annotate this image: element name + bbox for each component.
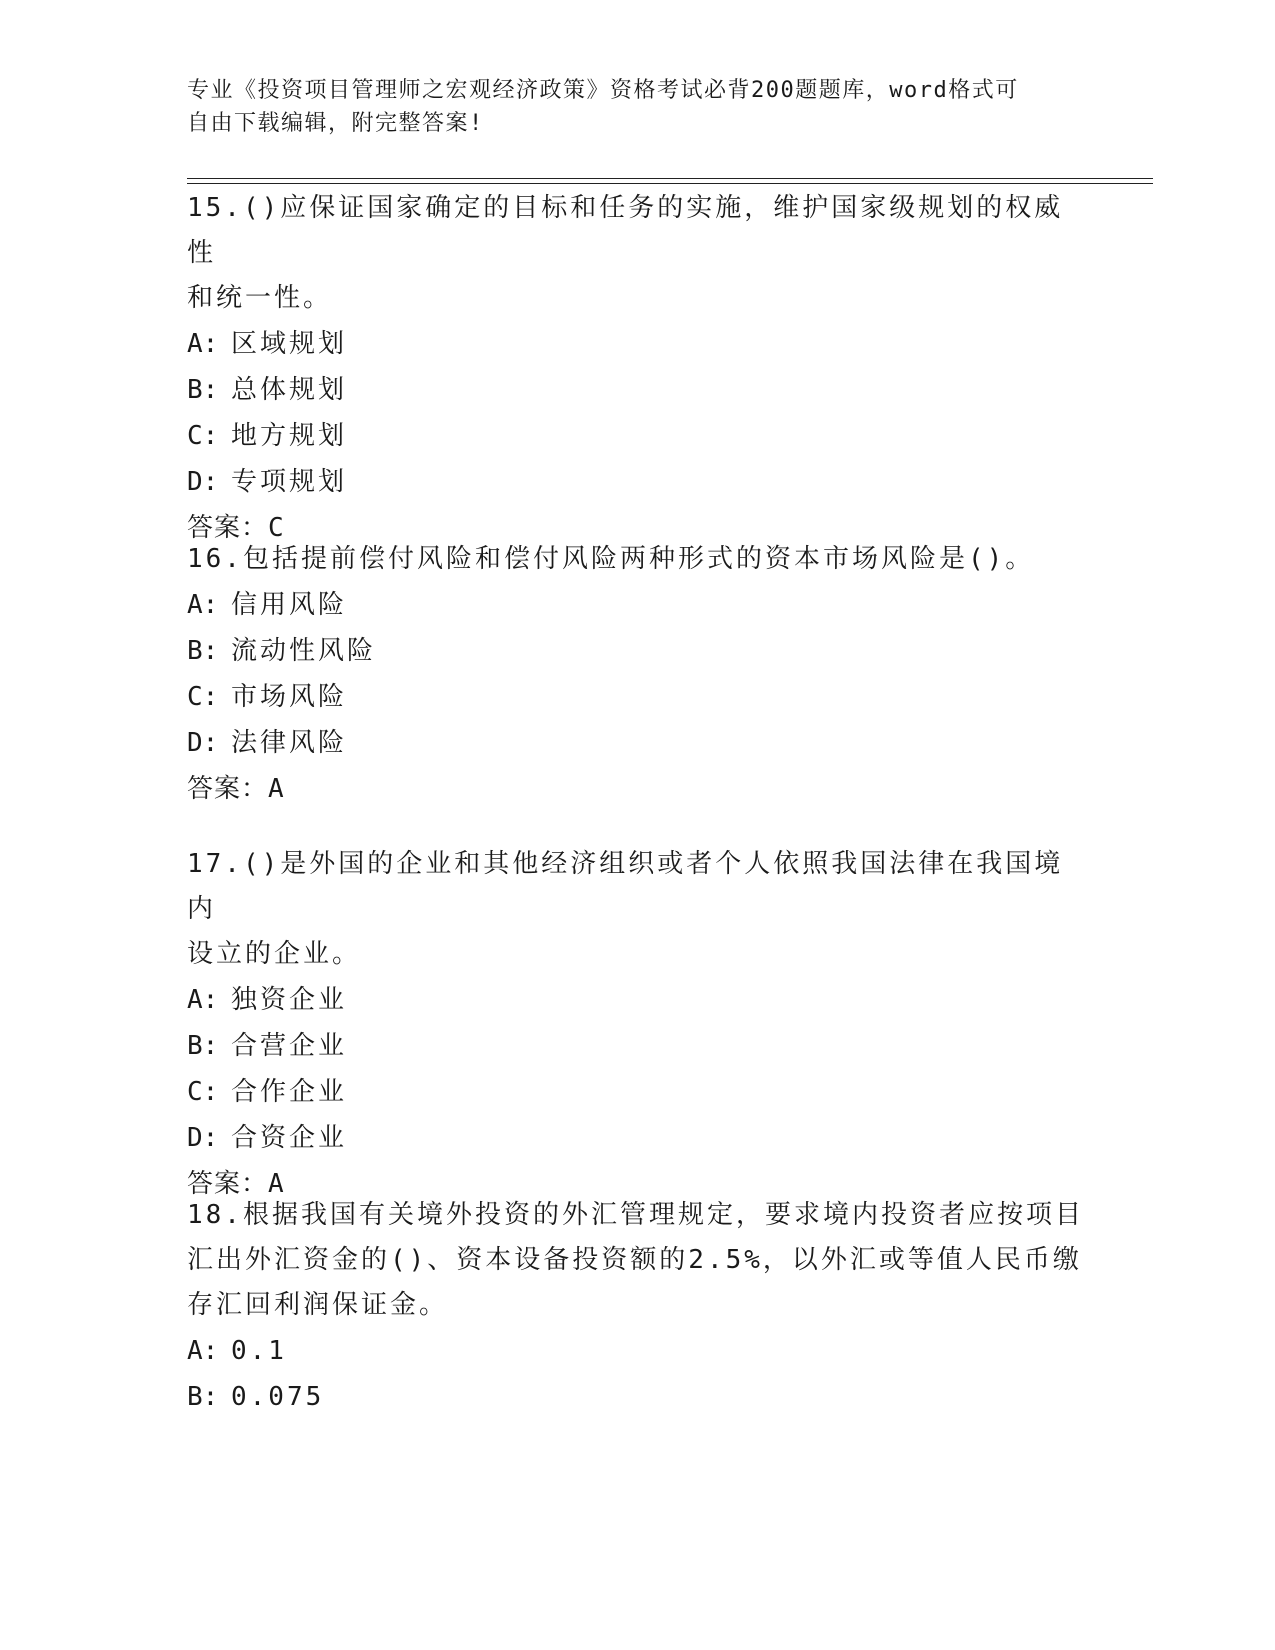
header-line-1: 专业《投资项目管理师之宏观经济政策》资格考试必背200题题库，word格式可	[187, 78, 1019, 103]
option-text: 流动性风险	[231, 636, 377, 666]
answer-label: 答案：	[187, 774, 269, 804]
option-c	[187, 674, 1087, 720]
question-stem-line: 存汇回利润保证金。	[187, 1290, 449, 1320]
option-letter: D:	[187, 728, 219, 758]
answer-value: C	[268, 513, 285, 543]
question-stem-line: 17.()是外国的企业和其他经济组织或者个人依照我国法律在我国境内	[187, 849, 1064, 924]
option-b	[187, 628, 1087, 674]
answer-label: 答案：	[187, 513, 269, 543]
answer-value: A	[268, 1169, 285, 1199]
option-letter: B:	[187, 636, 219, 666]
option-text: 合资企业	[231, 1123, 348, 1153]
option-b	[187, 367, 1087, 413]
option-b	[187, 1374, 1087, 1420]
option-letter: A:	[187, 590, 219, 620]
option-letter: C:	[187, 1077, 219, 1107]
option-b	[187, 1023, 1087, 1069]
option-letter: C:	[187, 421, 219, 451]
option-letter: D:	[187, 1123, 219, 1153]
question-stem-line: 18.根据我国有关境外投资的外汇管理规定，要求境内投资者应按项目	[187, 1200, 1084, 1230]
question-15	[187, 186, 1087, 551]
answer-line	[187, 766, 1087, 812]
option-letter: C:	[187, 682, 219, 712]
option-letter: B:	[187, 375, 219, 405]
option-text: 市场风险	[231, 682, 348, 712]
option-text: 合作企业	[231, 1077, 348, 1107]
question-stem-line: 16.包括提前偿付风险和偿付风险两种形式的资本市场风险是()。	[187, 544, 1035, 574]
option-text: 0.075	[231, 1382, 325, 1412]
question-stem-line: 和统一性。	[187, 283, 333, 313]
option-text: 总体规划	[231, 375, 348, 405]
option-text: 专项规划	[231, 467, 348, 497]
option-letter: B:	[187, 1031, 219, 1061]
option-c	[187, 413, 1087, 459]
option-text: 地方规划	[231, 421, 348, 451]
question-stem-line: 汇出外汇资金的()、资本设备投资额的2.5%，以外汇或等值人民币缴	[187, 1245, 1082, 1275]
answer-label: 答案：	[187, 1169, 269, 1199]
option-text: 0.1	[231, 1336, 287, 1366]
option-text: 区域规划	[231, 329, 348, 359]
option-a	[187, 977, 1087, 1023]
question-18	[187, 1193, 1087, 1420]
option-d	[187, 1115, 1087, 1161]
question-17	[187, 842, 1087, 1207]
option-a	[187, 1328, 1087, 1374]
header-divider-bottom	[187, 183, 1153, 184]
option-a	[187, 582, 1087, 628]
option-d	[187, 459, 1087, 505]
option-text: 信用风险	[231, 590, 348, 620]
header-line-2: 自由下载编辑，附完整答案!	[187, 111, 484, 136]
document-header	[187, 74, 1087, 140]
option-letter: A:	[187, 985, 219, 1015]
header-divider-top	[187, 178, 1153, 179]
option-c	[187, 1069, 1087, 1115]
answer-value: A	[268, 774, 285, 804]
question-stem-line: 设立的企业。	[187, 939, 362, 969]
option-text: 法律风险	[231, 728, 348, 758]
question-stem-line: 15.()应保证国家确定的目标和任务的实施，维护国家级规划的权威性	[187, 193, 1064, 268]
option-text: 独资企业	[231, 985, 348, 1015]
option-letter: D:	[187, 467, 219, 497]
option-letter: B:	[187, 1382, 219, 1412]
question-16	[187, 537, 1087, 812]
option-text: 合营企业	[231, 1031, 348, 1061]
option-letter: A:	[187, 329, 219, 359]
option-a	[187, 321, 1087, 367]
option-d	[187, 720, 1087, 766]
option-letter: A:	[187, 1336, 219, 1366]
